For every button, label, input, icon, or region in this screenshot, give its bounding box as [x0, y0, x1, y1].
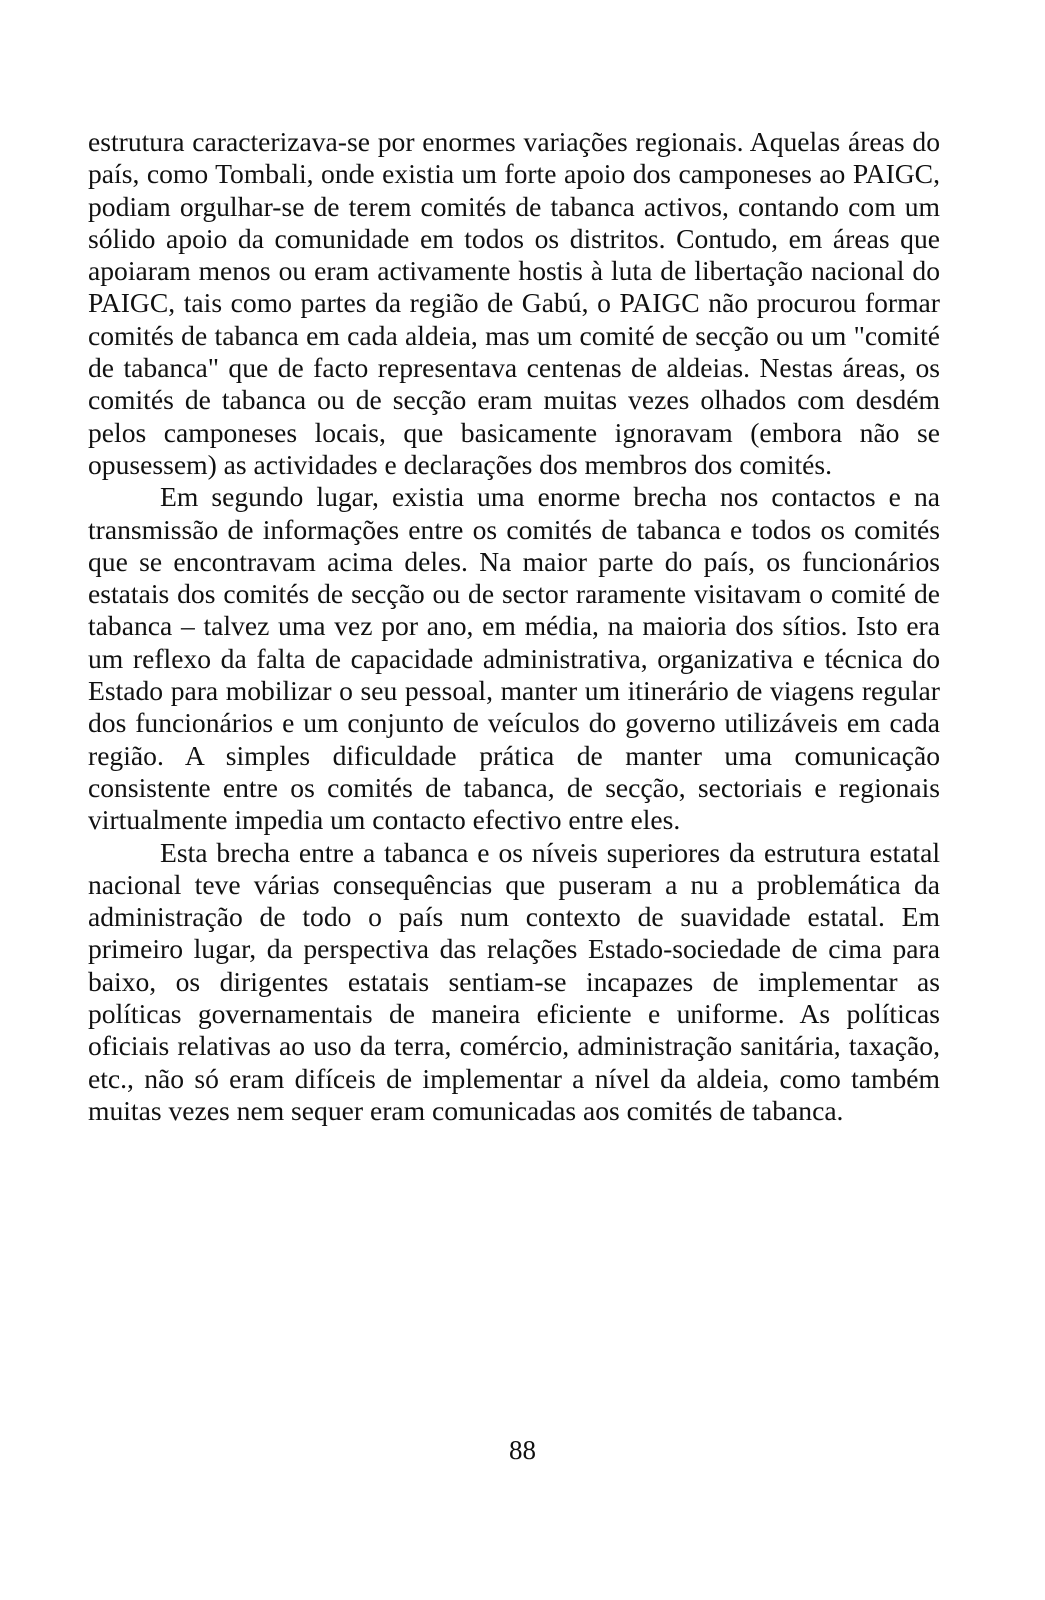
paragraph-3: Esta brecha entre a tabanca e os níveis superiores da estrutura estatal nacional teve várias consequências que puseram a nu a problemática da administração de todo o país num contexto de suavidade estatal. Em primeiro lugar, da perspectiva das relações Estado-sociedade de cima para baixo, os dirigentes estatais sentiam-se incapazes de implementar as políticas governamentais de maneira eficiente e uniforme. As políticas oficiais relativas ao uso da terra, comércio, administração sanitária, taxação, etc., não só eram difíceis de implementar a nível da aldeia, como também muitas vezes nem sequer eram comunicadas aos comités de tabanca.	[88, 836, 940, 1126]
page-number: 88	[509, 1435, 536, 1465]
paragraph-2: Em segundo lugar, existia uma enorme brecha nos contactos e na transmissão de informações entre os comités de tabanca e todos os comités que se encontravam acima deles. Na maior parte do país, os funcionários estatais dos comités de secção ou de sector raramente visitavam o comité de tabanca – talvez uma vez por ano, em média, na maioria dos sítios. Isto era um reflexo da falta de capacidade administrativa, organizativa e técnica do Estado para mobilizar o seu pessoal, manter um itinerário de viagens regular dos funcionários e um conjunto de veículos do governo utilizáveis em cada região. A simples dificuldade prática de manter uma comunicação consistente entre os comités de tabanca, de secção, sectoriais e regionais virtualmente impedia um contacto efectivo entre eles.	[88, 481, 940, 836]
paragraph-1: estrutura caracterizava-se por enormes variações regionais. Aquelas áreas do país, como Tombali, onde existia um forte apoio dos camponeses ao PAIGC, podiam orgulhar-se de terem comités de tabanca activos, contando com um sólido apoio da comunidade em todos os distritos. Contudo, em áreas que apoiaram menos ou eram activamente hostis à luta de libertação nacional do PAIGC, tais como partes da região de Gabú, o PAIGC não procurou formar comités de tabanca em cada aldeia, mas um comité de secção ou um "comité de tabanca" que de facto representava centenas de aldeias. Nestas áreas, os comités de tabanca ou de secção eram muitas vezes olhados com desdém pelos camponeses locais, que basicamente ignoravam (embora não se opusessem) as actividades e declarações dos membros dos comités.	[88, 126, 940, 480]
body-text	[88, 126, 940, 1127]
